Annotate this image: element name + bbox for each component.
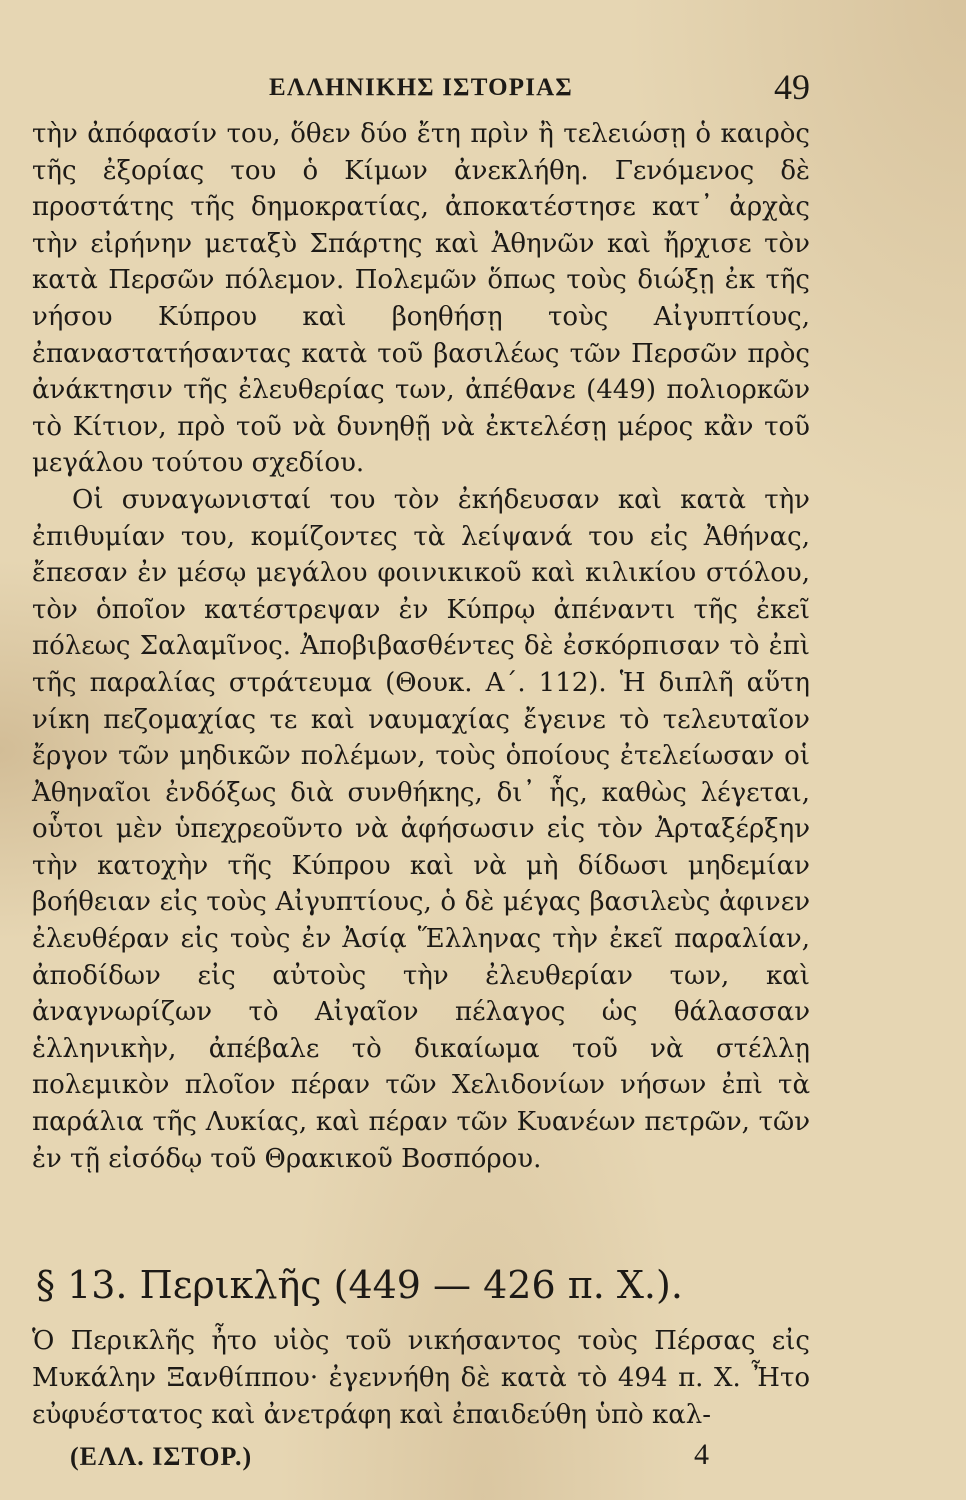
paragraph: Οἱ συναγωνισταί του τὸν ἐκήδευσαν καὶ κατὰ τὴν ἐπιθυμίαν του, κομίζοντες τὰ λείψανά του εἰς Ἀθήνας, ἔπεσαν ἐν μέσῳ μεγάλου φοινικικοῦ καὶ κιλικίου στόλου, τὸν ὁποῖον κατέστρεψαν ἐν Κύπρῳ ἀπέναντι τῆς ἐκεῖ πόλεως Σαλαμῖνος. Ἀποβιβασθέντες δὲ ἐσκόρπισαν τὸ ἐπὶ τῆς παραλίας στράτευμα (Θουκ. Α΄. 112). Ἡ διπλῆ αὕτη νίκη πεζομαχίας τε καὶ ναυμαχίας ἔγεινε τὸ τελευταῖον ἔργον τῶν μηδικῶν πολέμων, τοὺς ὁποίους ἐτελείωσαν οἱ Ἀθηναῖοι ἐνδόξως διὰ συνθήκης, δι᾽ ἧς, καθὼς λέγεται, οὗτοι μὲν ὑπεχρεοῦντο νὰ ἀφήσωσιν εἰς τὸν Ἀρταξέρξην τὴν κατοχὴν τῆς Κύπρου καὶ νὰ μὴ δίδωσι μηδεμίαν βοήθειαν εἰς τοὺς Αἰγυπτίους, ὁ δὲ μέγας βασιλεὺς ἀφινεν ἐλευθέραν εἰς τοὺς ἐν Ἀσίᾳ Ἕλληνας τὴν ἐκεῖ παραλίαν, ἀποδίδων εἰς αὐτοὺς τὴν ἐλευθερίαν των, καὶ ἀναγνωρίζων τὸ Αἰγαῖον πέλαγος ὡς θάλασσαν ἑλληνικὴν, ἀπέβαλε τὸ δικαίωμα τοῦ νὰ στέλλῃ πολεμικὸν πλοῖον πέραν τῶν Χελιδονίων νήσων ἐπὶ τὰ παράλια τῆς Λυκίας, καὶ πέραν τῶν Κυανέων πετρῶν, τῶν ἐν τῇ εἰσόδῳ τοῦ Θρακικοῦ Βοσπόρου. xyxy=(32,484,810,1174)
section-paragraph: Ὁ Περικλῆς ἦτο υἱὸς τοῦ νικήσαντος τοὺς Πέρσας εἰς Μυκάλην Ξανθίππου· ἐγεννήθη δὲ κατὰ τὸ 494 π. Χ. Ἦτο εὐφυέστατος καὶ ἀνετράφη καὶ ἐπαιδεύθη ὑπὸ καλ- xyxy=(32,1326,810,1431)
printer-signature: (ΕΛΛ. ΙΣΤΟΡ.) xyxy=(70,1442,253,1471)
signature-number: 4 xyxy=(694,1438,709,1471)
running-head xyxy=(32,60,810,116)
body-text xyxy=(32,116,810,1177)
running-title: ΕΛΛΗΝΙΚΗΣ ΙΣΤΟΡΙΑΣ xyxy=(269,74,573,101)
section-heading-text: § 13. Περικλῆς (449 — 426 π. Χ.). xyxy=(36,1263,683,1308)
page-footer xyxy=(70,1438,914,1482)
section-body xyxy=(32,1323,810,1434)
book-page xyxy=(32,60,810,1500)
paragraph-continued: τὴν ἀπόφασίν του, ὅθεν δύο ἔτη πρὶν ἢ τελειώσῃ ὁ καιρὸς τῆς ἐξορίας του ὁ Κίμων ἀνεκλήθη. Γενόμενος δὲ προστάτης τῆς δημοκρατίας, ἀποκατέστησε κατ᾽ ἀρχὰς τὴν εἰρήνην μεταξὺ Σπάρτης καὶ Ἀθηνῶν καὶ ἤρχισε τὸν κατὰ Περσῶν πόλεμον. Πολεμῶν ὅπως τοὺς διώξῃ ἐκ τῆς νήσου Κύπρου καὶ βοηθήσῃ τοὺς Αἰγυπτίους, ἐπαναστατήσαντας κατὰ τοῦ βασιλέως τῶν Περσῶν πρὸς ἀνάκτησιν τῆς ἐλευθερίας των, ἀπέθανε (449) πολιορκῶν τὸ Κίτιον, πρὸ τοῦ νὰ δυνηθῇ νὰ ἐκτελέσῃ μέρος κἂν τοῦ μεγάλου τούτου σχεδίου. xyxy=(32,119,810,479)
section-heading xyxy=(32,1261,810,1309)
page-number: 49 xyxy=(774,67,810,107)
